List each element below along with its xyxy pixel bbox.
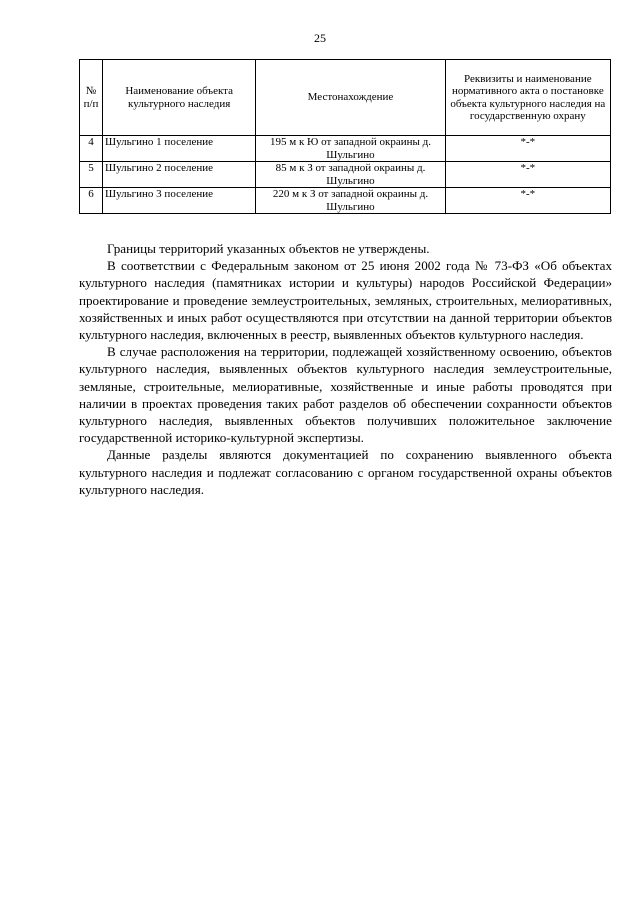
header-name: Наименование объекта культурного наследия <box>103 60 256 136</box>
header-requisites: Реквизиты и наименование нормативного акта о постановке объекта культурного наследия на государственную охрану <box>445 60 610 136</box>
paragraph: Данные разделы являются документацией по сохранению выявленного объекта культурного наследия и подлежат согласованию с органом государственной охраны объектов культурного наследия. <box>79 447 612 497</box>
row-num: 5 <box>80 162 103 188</box>
header-num: № п/п <box>80 60 103 136</box>
row-location: 220 м к З от западной окраины д. Шульгино <box>256 188 445 214</box>
row-location: 195 м к Ю от западной окраины д. Шульгино <box>256 136 445 162</box>
row-requisites: *-* <box>445 188 610 214</box>
table-row <box>80 188 611 214</box>
page-number: 25 <box>314 31 326 45</box>
row-num: 6 <box>80 188 103 214</box>
header-location: Местонахождение <box>256 60 445 136</box>
heritage-objects-table <box>79 59 611 214</box>
row-location: 85 м к З от западной окраины д. Шульгино <box>256 162 445 188</box>
table-row <box>80 162 611 188</box>
row-name: Шульгино 2 поселение <box>103 162 256 188</box>
table-row <box>80 136 611 162</box>
table-header-row <box>80 60 611 136</box>
paragraph: В случае расположения на территории, подлежащей хозяйственному освоению, объектов культурного наследия, выявленных объектов культурного наследия землеустроительные, земляные, строительные, мелиоративные, хозяйственные и иные работы проводятся при наличии в проектах проведения таких работ разделов об обеспечении сохранности объектов культурного наследия, выявленных объектов получивших положительное заключение государственной историко-культурной экспертизы. <box>79 344 612 446</box>
paragraph: Границы территорий указанных объектов не утверждены. <box>107 241 430 256</box>
row-requisites: *-* <box>445 162 610 188</box>
row-num: 4 <box>80 136 103 162</box>
row-requisites: *-* <box>445 136 610 162</box>
row-name: Шульгино 3 поселение <box>103 188 256 214</box>
body-text <box>79 240 612 498</box>
row-name: Шульгино 1 поселение <box>103 136 256 162</box>
paragraph: В соответствии с Федеральным законом от 25 июня 2002 года № 73-ФЗ «Об объектах культурного наследия (памятниках истории и культуры) народов Российской Федерации» проектирование и проведение землеустроительных, земляных, строительных, мелиоративных, хозяйственных и иных работ осуществляются при отсутствии на данной территории объектов культурного наследия, включенных в реестр, выявленных объектов культурного наследия. <box>79 258 612 343</box>
